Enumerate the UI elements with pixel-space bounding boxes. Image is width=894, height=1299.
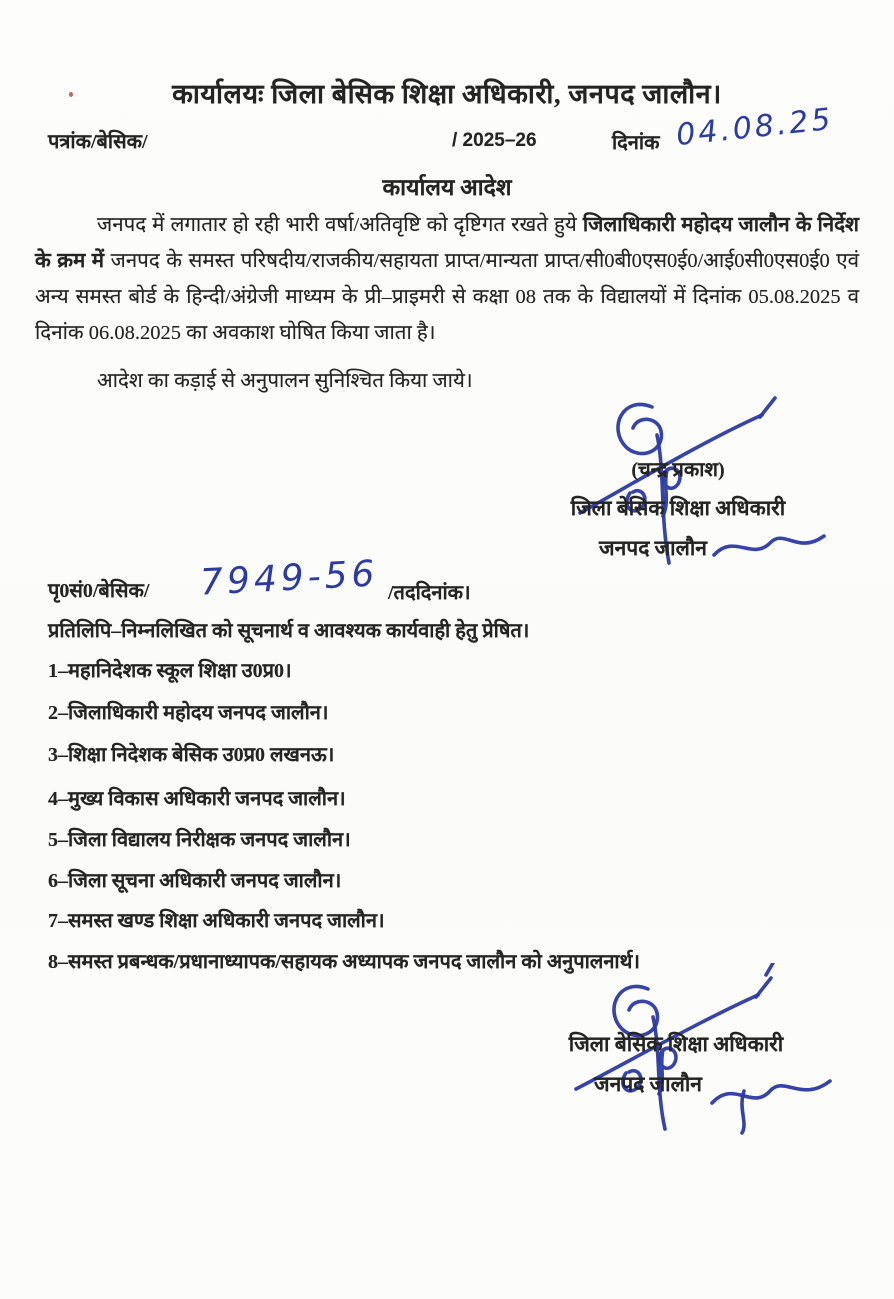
copy-list-item-1: 1–महानिदेशक स्कूल शिक्षा उ0प्र0। [48, 660, 292, 682]
order-heading: कार्यालय आदेश [382, 175, 512, 200]
copy-forward-line: प्रतिलिपि–निम्नलिखित को सूचनार्थ व आवश्यक कार्यवाही हेतु प्रेषित। [48, 620, 530, 642]
dispatch-number-label: पृ0सं0/बेसिक/ [48, 580, 150, 602]
copy-list-item-6: 6–जिला सूचना अधिकारी जनपद जालौन। [48, 870, 342, 892]
copy-list-item-5: 5–जिला विद्यालय निरीक्षक जनपद जालौन। [48, 829, 351, 851]
handwritten-dispatch-number: 7949-56 [199, 553, 380, 604]
body-rest-text: जनपद के समस्त परिषदीय/राजकीय/सहायता प्राप्त/मान्यता प्राप्त/सी0बी0एस0ई0/आई0सी0एस0ई0 एवं अन्य समस्त बोर्ड के हिन्दी/अंग्रेजी माध्यम के प्री–प्राइमरी से कक्षा 08 तक के विद्यालयों में दिनांक 05.08.2025 व दिनांक 06.08.2025 का अवकाश घोषित किया जाता है। [35, 250, 859, 344]
copy-list-item-3: 3–शिक्षा निदेशक बेसिक उ0प्र0 लखनऊ। [48, 744, 335, 766]
signatory-name: (चन्द्र प्रकाश) [631, 459, 725, 481]
handwritten-date: 04.08.25 [674, 101, 835, 154]
signatory-designation-1: जिला बेसिक शिक्षा अधिकारी [570, 496, 786, 520]
letter-number-label: पत्रांक/बेसिक/ [48, 131, 148, 153]
copy-list-item-7: 7–समस्त खण्ड शिक्षा अधिकारी जनपद जालौन। [48, 910, 385, 932]
body-lead-text: जनपद में लगातार हो रही भारी वर्षा/अतिवृष्टि को दृष्टिगत रखते हुये [97, 214, 583, 236]
compliance-line: आदेश का कड़ाई से अनुपालन सुनिश्चित किया जाये। [97, 370, 473, 392]
letter-year: / 2025–26 [452, 130, 537, 151]
copy-list-item-2: 2–जिलाधिकारी महोदय जनपद जालौन। [48, 702, 329, 724]
dispatch-date-label: /तददिनांक। [388, 582, 471, 604]
copy-list-item-4: 4–मुख्य विकास अधिकारी जनपद जालौन। [48, 788, 346, 810]
signatory-designation-2: जिला बेसिक शिक्षा अधिकारी [568, 1032, 784, 1056]
office-title: कार्यालयः जिला बेसिक शिक्षा अधिकारी, जनपद जालौन। [172, 79, 722, 109]
signatory-district-1: जनपद जालौन [599, 536, 707, 560]
compliance-line-wrap [35, 366, 859, 394]
copy-list-item-8: 8–समस्त प्रबन्धक/प्रधानाध्यापक/सहायक अध्यापक जनपद जालौन को अनुपालनार्थ। [48, 951, 640, 973]
order-body-paragraph [35, 207, 859, 351]
date-label: दिनांक [612, 132, 660, 154]
signatory-district-2: जनपद जालौन [594, 1072, 702, 1096]
body-bold-text: जिलाधिकारी महोदय जालौन के निर्देश के क्रम में [35, 214, 859, 272]
